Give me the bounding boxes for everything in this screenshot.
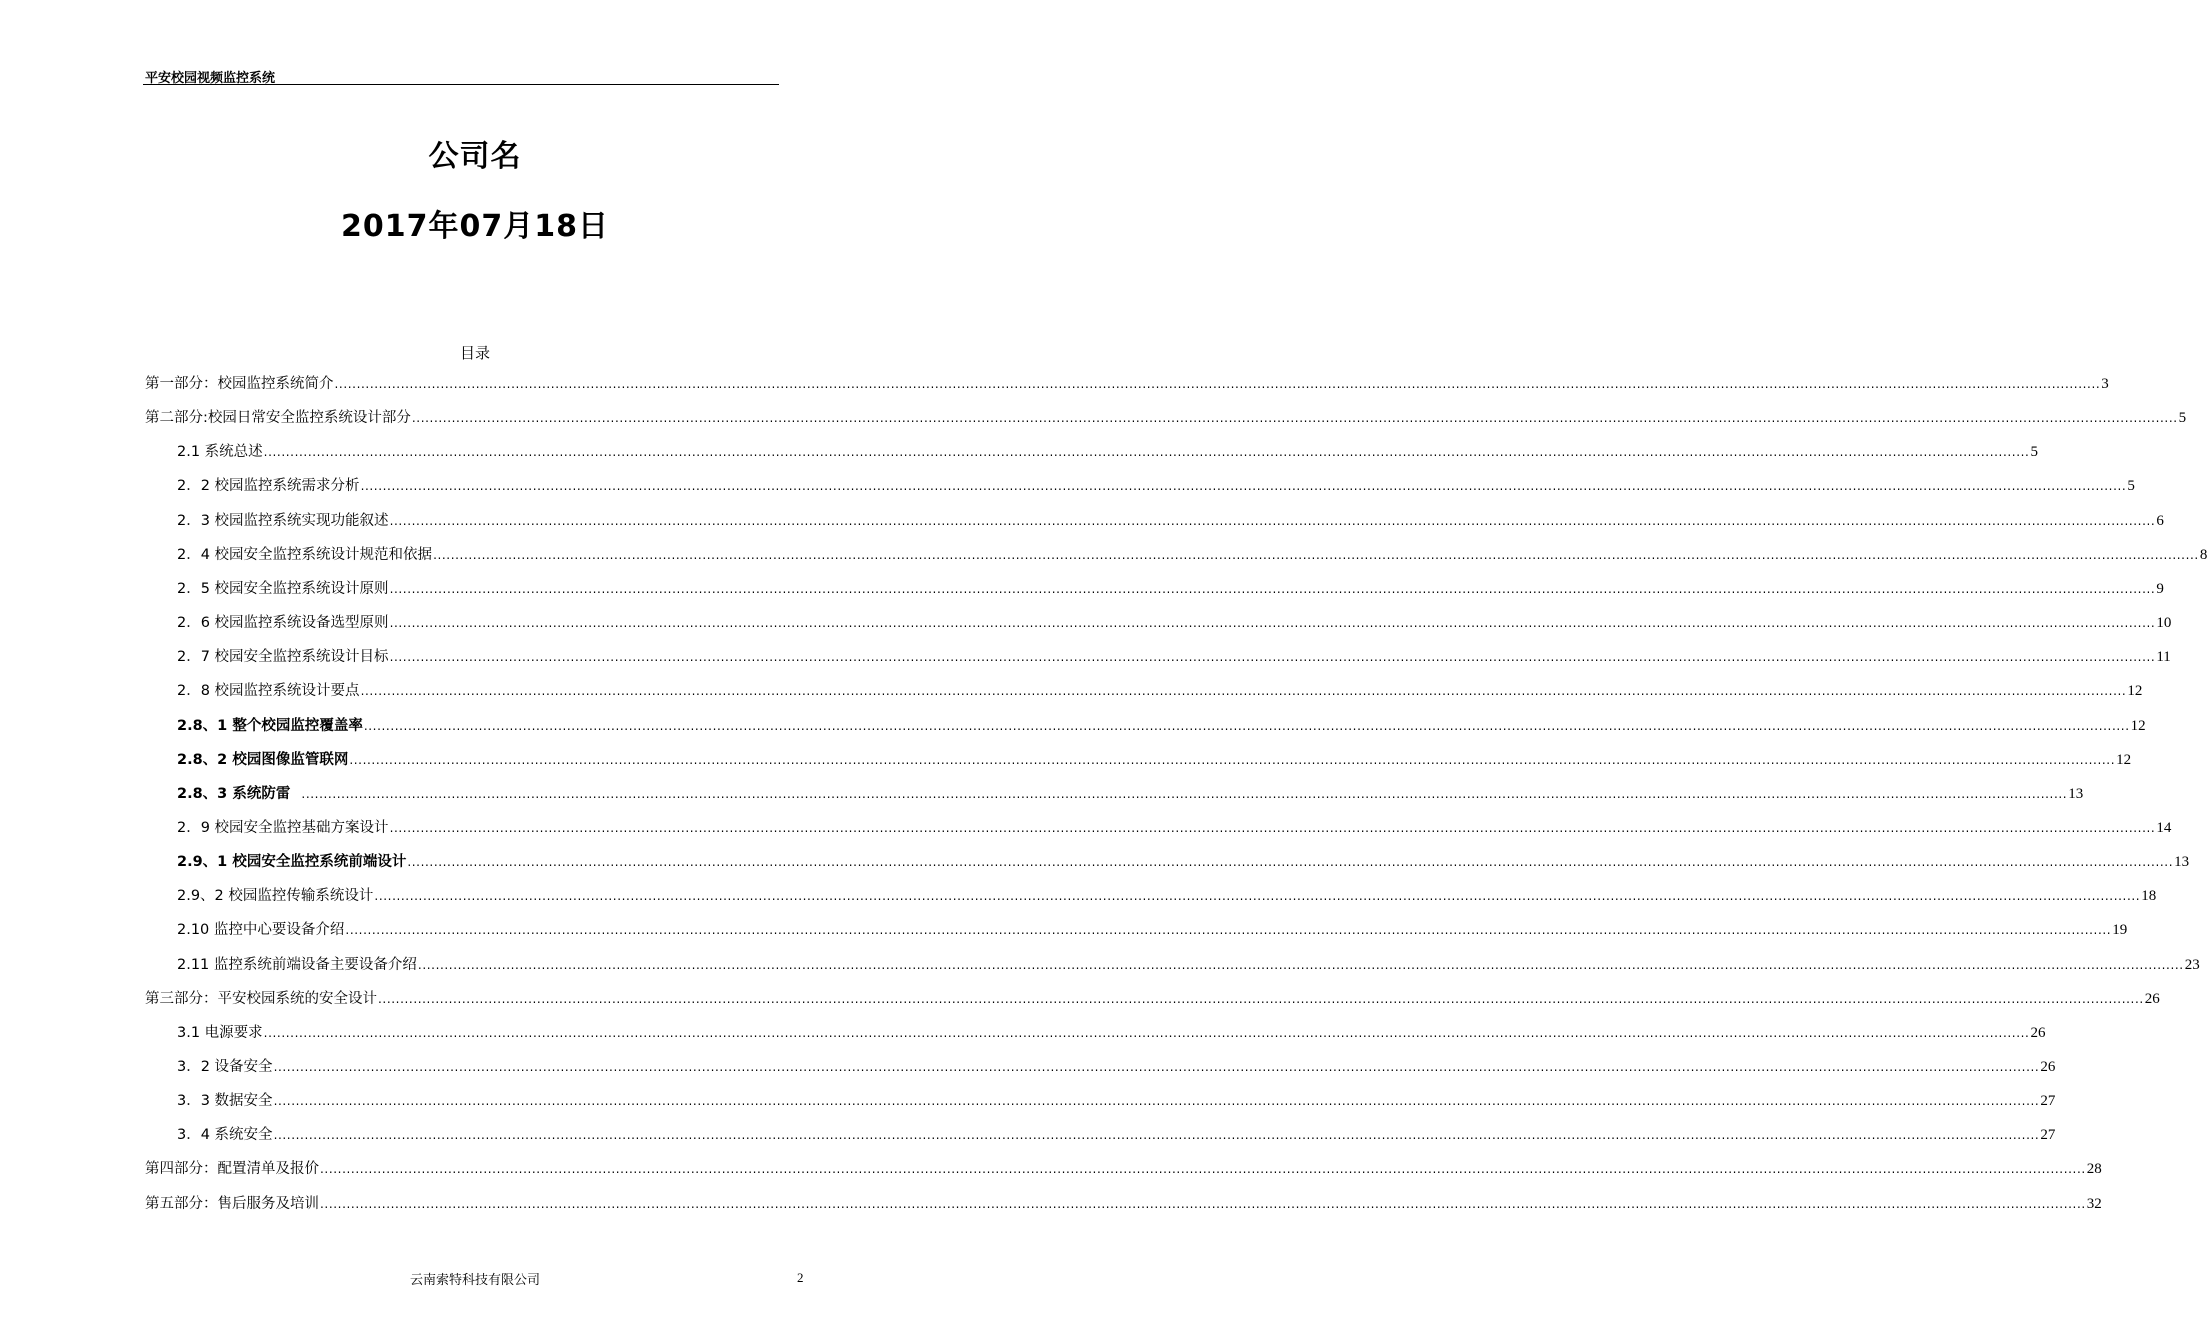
toc-entry[interactable] xyxy=(177,782,2084,804)
toc-entry-page: 27 xyxy=(2040,1127,2056,1144)
toc-leader-dots: ................................................................................................................................................................................................................................................................................................................................................................................................................ xyxy=(389,581,2156,596)
toc-entry[interactable] xyxy=(177,509,2164,531)
toc-entry-page: 5 xyxy=(2178,410,2187,427)
toc-entry[interactable] xyxy=(177,1123,2056,1145)
toc-entry-page: 12 xyxy=(2130,717,2146,734)
toc-leader-dots: ................................................................................................................................................................................................................................................................................................................................................................................................................ xyxy=(301,786,2068,801)
toc-entry-label: 第二部分:校园日常安全监控系统设计部分 xyxy=(145,410,411,427)
toc-leader-dots: ................................................................................................................................................................................................................................................................................................................................................................................................................ xyxy=(334,377,2101,391)
toc-entry-label: 2.8、1 整个校园监控覆盖率 xyxy=(177,717,363,734)
toc-entry[interactable] xyxy=(177,474,2135,496)
footer-page-number: 2 xyxy=(797,1270,804,1285)
toc-entry-page: 10 xyxy=(2156,615,2172,632)
toc-entry-page: 11 xyxy=(2156,649,2171,666)
toc-entry-page: 32 xyxy=(2086,1195,2102,1212)
toc-entry[interactable] xyxy=(177,918,2128,940)
toc-entry-label: 2．8 校园监控系统设计要点 xyxy=(177,683,360,700)
toc-entry-label: 2．4 校园安全监控系统设计规范和依据 xyxy=(177,546,433,563)
page-header-title: 平安校园视频监控系统 xyxy=(145,71,276,86)
toc-entry[interactable] xyxy=(177,1089,2056,1111)
toc-entry[interactable] xyxy=(177,645,2171,667)
toc-entry[interactable] xyxy=(177,611,2172,633)
toc-entry-label: 3．3 数据安全 xyxy=(177,1093,273,1110)
toc-entry-page: 23 xyxy=(2184,956,2200,973)
toc-leader-dots: ................................................................................................................................................................................................................................................................................................................................................................................................................ xyxy=(263,1025,2030,1040)
toc-leader-dots: ................................................................................................................................................................................................................................................................................................................................................................................................................ xyxy=(389,650,2156,665)
toc-leader-dots: ................................................................................................................................................................................................................................................................................................................................................................................................................ xyxy=(407,855,2174,870)
toc-entry-label: 2.1 系统总述 xyxy=(177,444,263,461)
toc-entry-page: 12 xyxy=(2127,683,2143,700)
toc-leader-dots: ................................................................................................................................................................................................................................................................................................................................................................................................................ xyxy=(360,684,2127,699)
toc-entry[interactable] xyxy=(145,406,2187,428)
toc-entry-label: 2．9 校园安全监控基础方案设计 xyxy=(177,819,389,836)
toc-entry-page: 13 xyxy=(2174,854,2190,871)
toc-entry-label: 第三部分：平安校园系统的安全设计 xyxy=(145,990,377,1007)
toc-leader-dots: ................................................................................................................................................................................................................................................................................................................................................................................................................ xyxy=(389,616,2156,631)
toc-entry[interactable] xyxy=(177,1021,2046,1043)
toc-entry-page: 26 xyxy=(2030,1024,2046,1041)
toc-entry-label: 2.11 监控系统前端设备主要设备介绍 xyxy=(177,956,417,973)
toc-entry-page: 9 xyxy=(2156,580,2164,597)
toc-entry[interactable] xyxy=(145,1157,2102,1179)
toc-entry[interactable] xyxy=(145,1192,2102,1214)
toc-entry[interactable] xyxy=(177,816,2172,838)
header-rule xyxy=(143,84,779,85)
toc-entry[interactable] xyxy=(177,714,2146,736)
toc-leader-dots: ................................................................................................................................................................................................................................................................................................................................................................................................................ xyxy=(273,1128,2040,1143)
toc-leader-dots: ................................................................................................................................................................................................................................................................................................................................................................................................................ xyxy=(273,1094,2040,1109)
toc-entry[interactable] xyxy=(177,577,2164,599)
toc-entry[interactable] xyxy=(177,1055,2056,1077)
toc-entry-page: 13 xyxy=(2068,785,2084,802)
toc-entry-page: 6 xyxy=(2156,512,2164,529)
toc-entry-page: 12 xyxy=(2116,751,2132,768)
toc-entry-label: 2.10 监控中心要设备介绍 xyxy=(177,922,345,939)
toc-entry-label: 2．7 校园安全监控系统设计目标 xyxy=(177,649,389,666)
toc-entry-page: 26 xyxy=(2040,1059,2056,1075)
toc-entry[interactable] xyxy=(145,987,2160,1009)
toc-entry-label: 第四部分：配置清单及报价 xyxy=(145,1161,319,1178)
toc-entry-label: 2.9、2 校园监控传输系统设计 xyxy=(177,888,374,905)
toc-entry-label: 3.1 电源要求 xyxy=(177,1024,263,1041)
toc-entry-page: 18 xyxy=(2141,888,2157,905)
toc-leader-dots: ................................................................................................................................................................................................................................................................................................................................................................................................................ xyxy=(320,1196,2086,1211)
toc-entry-page: 3 xyxy=(2101,376,2109,392)
toc-leader-dots: ................................................................................................................................................................................................................................................................................................................................................................................................................ xyxy=(378,991,2144,1006)
toc-entry[interactable] xyxy=(177,440,2038,462)
toc-leader-dots: ................................................................................................................................................................................................................................................................................................................................................................................................................ xyxy=(389,820,2156,835)
toc-entry-page: 5 xyxy=(2127,478,2135,495)
document-date: 2017年07月18日 xyxy=(341,209,609,244)
toc-entry-label: 2．5 校园安全监控系统设计原则 xyxy=(177,580,389,597)
toc-leader-dots: ................................................................................................................................................................................................................................................................................................................................................................................................................ xyxy=(363,718,2130,733)
toc-entry-page: 14 xyxy=(2156,819,2172,836)
company-name: 公司名 xyxy=(428,139,522,174)
toc-entry-page: 5 xyxy=(2030,444,2038,461)
toc-leader-dots: ................................................................................................................................................................................................................................................................................................................................................................................................................ xyxy=(433,547,2199,562)
toc-heading: 目录 xyxy=(459,344,490,362)
toc-entry[interactable] xyxy=(177,679,2143,701)
toc-entry-label: 第一部分：校园监控系统简介 xyxy=(145,376,334,392)
toc-leader-dots: ................................................................................................................................................................................................................................................................................................................................................................................................................ xyxy=(417,957,2184,972)
toc-entry[interactable] xyxy=(145,372,2109,394)
toc-entry-label: 2．6 校园监控系统设备选型原则 xyxy=(177,615,389,632)
toc-entry-label: 2．3 校园监控系统实现功能叙述 xyxy=(177,512,389,529)
footer-company: 云南索特科技有限公司 xyxy=(409,1273,540,1288)
toc-entry[interactable] xyxy=(177,748,2132,770)
toc-entry-page: 19 xyxy=(2112,922,2128,939)
toc-entry-label: 2.8、2 校园图像监管联网 xyxy=(177,751,349,768)
toc-entry-page: 27 xyxy=(2040,1093,2056,1110)
toc-entry-label: 2.8、3 系统防雷 xyxy=(177,785,301,802)
toc-entry-page: 8 xyxy=(2199,546,2207,563)
toc-leader-dots: ................................................................................................................................................................................................................................................................................................................................................................................................................ xyxy=(263,445,2030,460)
toc-leader-dots: ................................................................................................................................................................................................................................................................................................................................................................................................................ xyxy=(411,411,2178,426)
toc-leader-dots: ................................................................................................................................................................................................................................................................................................................................................................................................................ xyxy=(273,1060,2040,1074)
toc-entry-label: 2.9、1 校园安全监控系统前端设计 xyxy=(177,854,407,871)
toc-entry-label: 3．2 设备安全 xyxy=(177,1059,273,1075)
toc-entry-page: 26 xyxy=(2144,990,2160,1007)
toc-leader-dots: ................................................................................................................................................................................................................................................................................................................................................................................................................ xyxy=(389,513,2156,528)
toc-entry[interactable] xyxy=(177,543,2207,565)
toc-entry[interactable] xyxy=(177,884,2157,906)
toc-entry[interactable] xyxy=(177,953,2200,975)
toc-entry-label: 3．4 系统安全 xyxy=(177,1127,273,1144)
toc-leader-dots: ................................................................................................................................................................................................................................................................................................................................................................................................................ xyxy=(345,923,2112,938)
toc-leader-dots: ................................................................................................................................................................................................................................................................................................................................................................................................................ xyxy=(320,1162,2086,1177)
toc-entry[interactable] xyxy=(177,850,2190,872)
toc-entry-label: 第五部分：售后服务及培训 xyxy=(145,1195,319,1212)
toc-leader-dots: ................................................................................................................................................................................................................................................................................................................................................................................................................ xyxy=(360,479,2127,494)
toc-leader-dots: ................................................................................................................................................................................................................................................................................................................................................................................................................ xyxy=(374,889,2141,904)
toc-entry-page: 28 xyxy=(2086,1161,2102,1178)
toc-leader-dots: ................................................................................................................................................................................................................................................................................................................................................................................................................ xyxy=(349,752,2116,767)
toc-entry-label: 2．2 校园监控系统需求分析 xyxy=(177,478,360,495)
